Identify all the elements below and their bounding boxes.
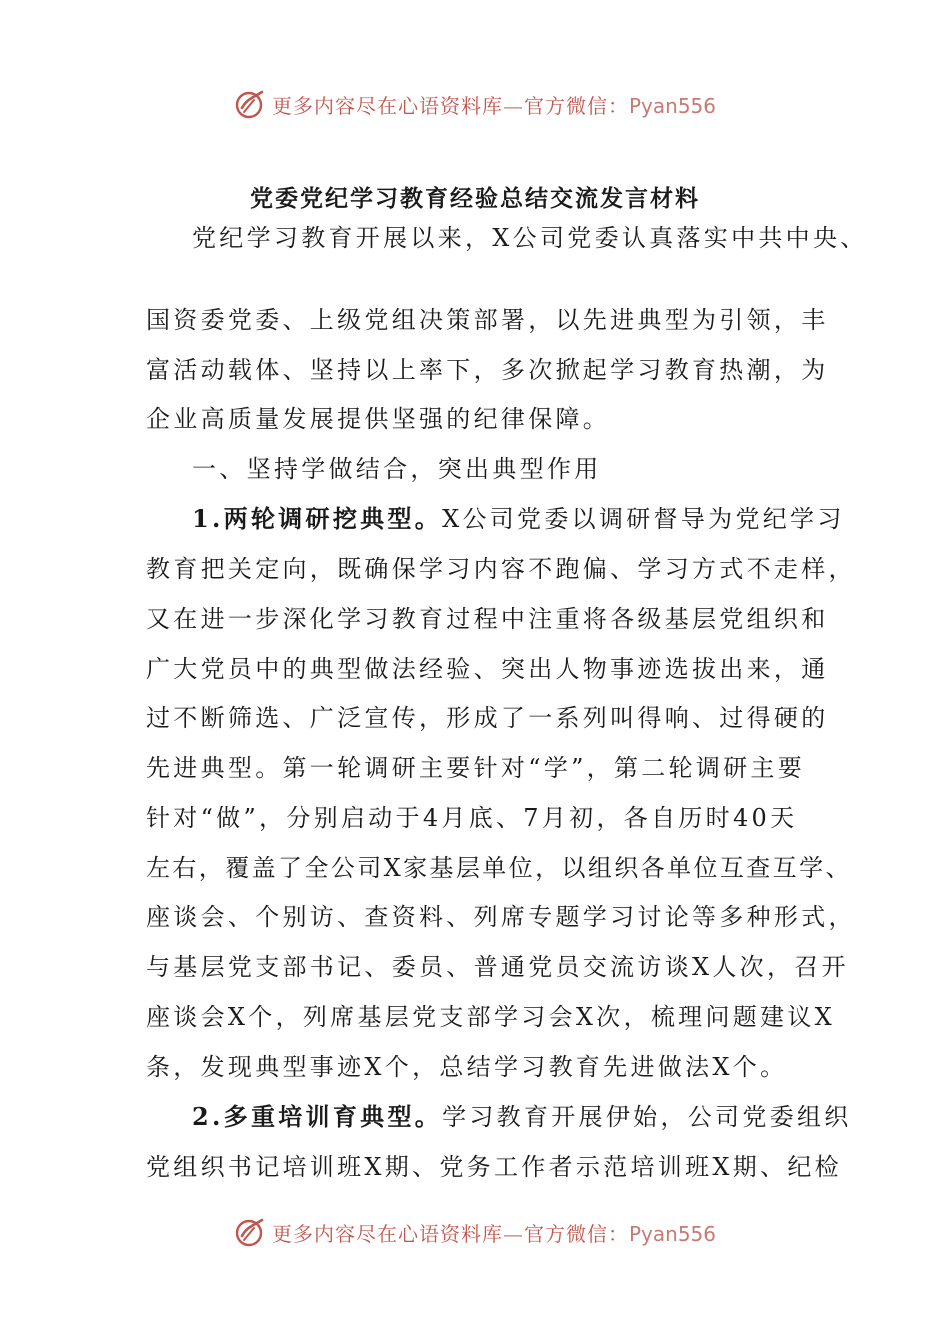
watermark-contact-label: 官方微信：	[523, 1221, 629, 1246]
watermark-bottom	[0, 1212, 950, 1252]
watermark-contact-id: Pyan556	[628, 1221, 716, 1246]
body-line	[146, 803, 797, 833]
subheading-text: 1.两轮调研挖典型。	[192, 504, 443, 533]
line-text: 又在进一步深化学习教育过程中注重将各级基层党组织和	[146, 605, 829, 633]
body-line	[146, 305, 829, 335]
watermark-brand: 更多内容尽在心语资料库	[271, 1221, 503, 1246]
body-line	[192, 1102, 852, 1132]
line-text: 针对“做”，分别启动于4月底、7月初，各自历时40天	[146, 804, 798, 832]
body-line	[146, 753, 805, 783]
line-text: 过不断筛选、广泛宣传，形成了一系列叫得响、过得硬的	[146, 704, 829, 732]
line-text: 企业高质量发展提供坚强的纪律保障。	[146, 405, 611, 433]
body-line	[146, 853, 852, 883]
pen-logo-icon	[234, 1216, 266, 1248]
line-text: 条，发现典型事迹X个，总结学习教育先进做法X个。	[146, 1053, 788, 1081]
body-line	[192, 223, 868, 253]
body-line	[146, 604, 829, 634]
watermark-text	[272, 90, 716, 119]
line-text: 学习教育开展伊始，公司党委组织	[442, 1103, 852, 1131]
line-text: 富活动载体、坚持以上率下，多次掀起学习教育热潮，为	[146, 356, 829, 384]
line-text: 座谈会、个别访、查资料、列席专题学习讨论等多种形式，	[146, 903, 856, 931]
line-text: 党纪学习教育开展以来，X公司党委认真落实中共中央、	[192, 224, 868, 252]
watermark-top	[0, 84, 950, 124]
line-text: 国资委党委、上级党组决策部署，以先进典型为引领，丰	[146, 306, 829, 334]
watermark-dash: —	[502, 1221, 524, 1246]
body-line	[146, 1052, 787, 1082]
watermark-contact-label: 官方微信：	[523, 93, 629, 118]
line-text: 广大党员中的典型做法经验、突出人物事迹选拔出来，通	[146, 655, 829, 683]
body-line	[146, 404, 610, 434]
watermark-contact-id: Pyan556	[628, 93, 716, 118]
body-line	[192, 504, 845, 534]
line-text: 座谈会X个，列席基层党支部学习会X次，梳理问题建议X	[146, 1003, 836, 1031]
document-title: 党委党纪学习教育经验总结交流发言材料	[250, 185, 700, 212]
line-text: 一、坚持学做结合，突出典型作用	[192, 455, 602, 483]
line-text: X公司党委以调研督导为党纪学习	[442, 505, 845, 533]
watermark-text	[272, 1218, 716, 1247]
body-line	[146, 554, 856, 584]
body-line	[146, 703, 829, 733]
line-text: 与基层党支部书记、委员、普通党员交流访谈X人次，召开	[146, 953, 849, 981]
watermark-dash: —	[502, 93, 524, 118]
watermark-brand: 更多内容尽在心语资料库	[271, 93, 503, 118]
body-line	[146, 902, 856, 932]
body-line	[146, 952, 849, 982]
body-line	[146, 1002, 835, 1032]
line-text: 先进典型。第一轮调研主要针对“学”，第二轮调研主要	[146, 754, 806, 782]
line-text: 教育把关定向，既确保学习内容不跑偏、学习方式不走样，	[146, 555, 856, 583]
body-line	[146, 355, 829, 385]
line-text: 党组织书记培训班X期、党务工作者示范培训班X期、纪检	[146, 1153, 842, 1181]
subheading-text: 2.多重培训育典型。	[192, 1102, 443, 1131]
line-text: 左右，覆盖了全公司X家基层单位，以组织各单位互查互学、	[146, 854, 852, 882]
section-heading	[192, 454, 602, 484]
body-line	[146, 1152, 842, 1182]
body-line	[146, 654, 829, 684]
pen-logo-icon	[234, 88, 266, 120]
